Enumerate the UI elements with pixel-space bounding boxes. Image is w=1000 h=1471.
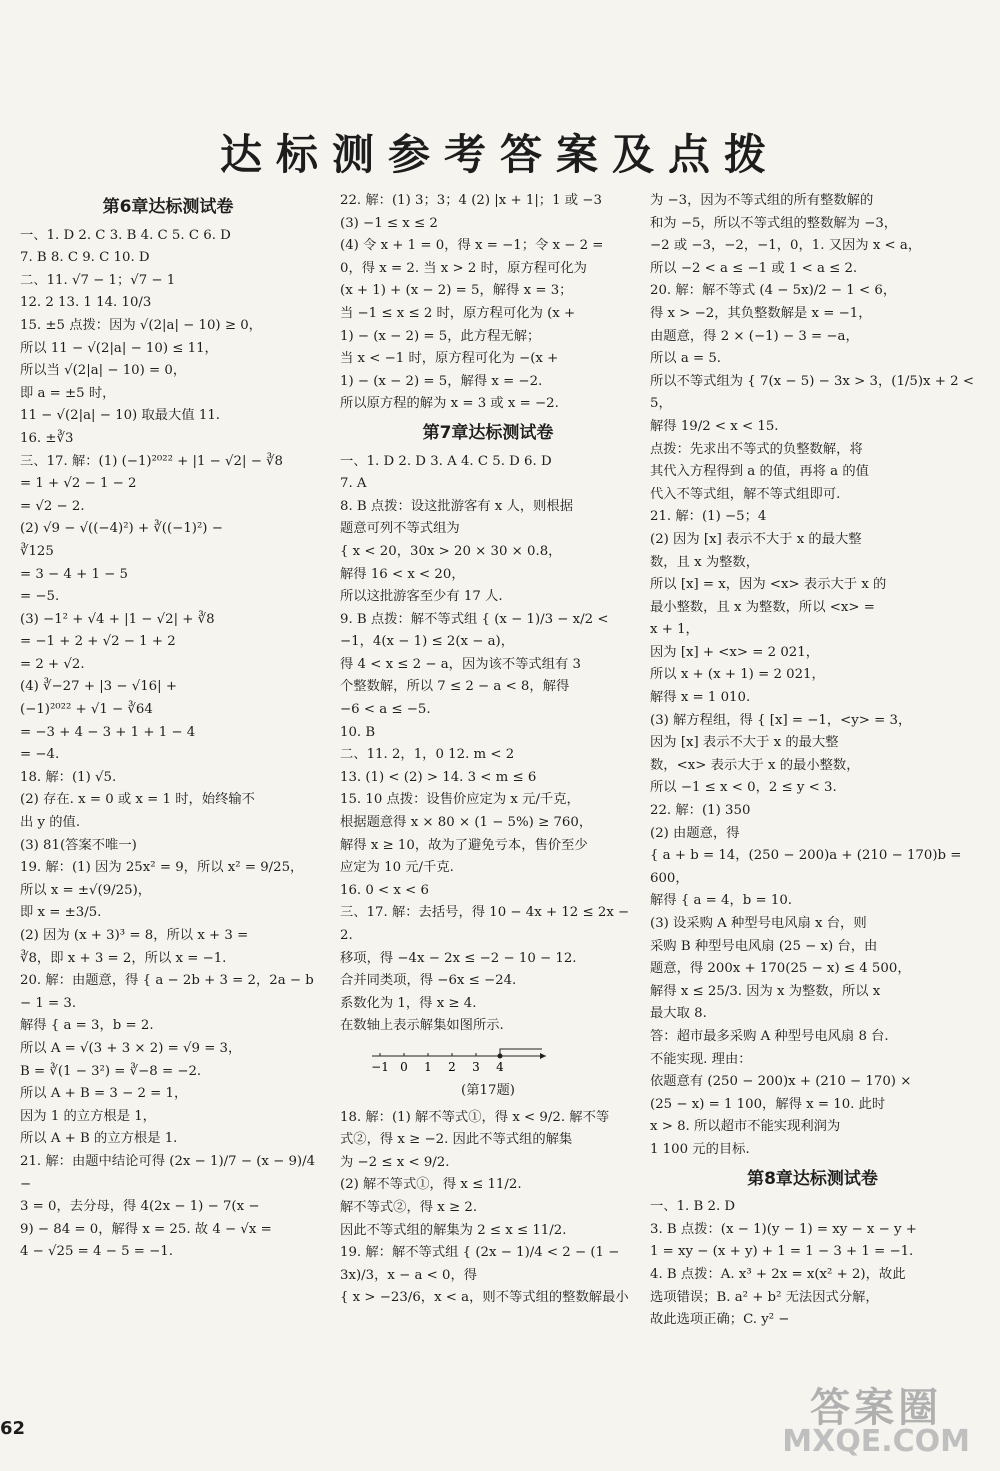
answer-lines: [340, 190, 636, 416]
answer-line: 不能实现. 理由：: [650, 1051, 752, 1067]
answer-line: ∛8，即 x + 3 = 2，所以 x = −1.: [20, 950, 227, 966]
answer-line: 解得 19/2 < x < 15.: [650, 418, 779, 434]
answer-line: 1) − (x − 2) = 5，解得 x = −2.: [340, 373, 543, 389]
answer-line: 15. ±5 点拨：因为 √(2|a| − 10) ≥ 0，: [20, 317, 262, 333]
answer-line: ∛125: [20, 543, 54, 559]
answer-line: = 3 − 4 + 1 − 5: [20, 566, 128, 582]
answer-line: 所以 x + (x + 1) = 2 021，: [650, 667, 825, 683]
arrow-icon: [540, 1053, 546, 1059]
answer-line: 11 − √(2|a| − 10) 取最大值 11.: [20, 408, 221, 424]
answer-line: 二、11. 2，1，0 12. m < 2: [340, 747, 515, 763]
answer-line: 所以 a = 5.: [650, 351, 722, 367]
answer-line: 因此不等式组的解集为 2 ≤ x ≤ 11/2.: [340, 1222, 567, 1238]
watermark-logo: 答案圈: [810, 1385, 943, 1431]
answer-line: 即 x = ±3/5.: [20, 905, 102, 921]
answer-line: 故此选项正确；C. y² −: [650, 1312, 790, 1328]
answer-lines: [340, 1107, 636, 1310]
answer-line: 9) − 84 = 0，解得 x = 25. 故 4 − √x =: [20, 1221, 272, 1237]
answer-line: 因为 [x] 表示不大于 x 的最大整: [650, 735, 839, 751]
answer-line: −2 或 −3，−2，−1，0，1. 又因为 x < a，: [650, 238, 922, 254]
answer-line: 个整数解，所以 7 ≤ 2 − a < 8，解得: [340, 679, 570, 695]
answer-line: 根据题意得 x × 80 × (1 − 5%) ≥ 760，: [340, 815, 593, 831]
answer-line: (4) ∛−27 + |3 − √16| +: [20, 679, 177, 695]
answer-line: 1) − (x − 2) = 5，此方程无解；: [340, 328, 541, 344]
solution-point: [498, 1053, 503, 1058]
answer-line: 20. 解：解不等式 (4 − 5x)/2 − 1 < 6，: [650, 283, 897, 299]
solution-ray: [500, 1049, 542, 1056]
answer-line: (2) 由题意，得: [650, 825, 740, 841]
answer-line: { x < 20，30x > 20 × 30 × 0.8，: [340, 543, 562, 559]
page-number: 62: [0, 1418, 26, 1439]
answer-line: = 2 + √2.: [20, 656, 85, 672]
answer-line: 所以 A + B = 3 − 2 = 1，: [20, 1086, 188, 1102]
answer-line: 4 − √25 = 4 − 5 = −1.: [20, 1244, 173, 1260]
answer-line: 所以 [x] = x，因为 <x> 表示大于 x 的: [650, 577, 887, 593]
answer-line: 所以 11 − √(2|a| − 10) ≤ 11，: [20, 340, 218, 356]
answer-line: (3) 解方程组，得 { [x] = −1，<y> = 3，: [650, 712, 912, 728]
answer-line: 12. 2 13. 1 14. 10/3: [20, 295, 152, 311]
answer-line: 点拨：先求出不等式的负整数解，将: [650, 441, 863, 457]
answer-line: 所以不等式组为 { 7(x − 5) − 3x > 3，(1/5)x + 2 < 5，: [650, 373, 979, 412]
answer-line: 解得 { a = 3，b = 2.: [20, 1018, 154, 1034]
answer-line: 系数化为 1，得 x ≥ 4.: [340, 995, 477, 1011]
answer-line: x > 8. 所以超市不能实现利润为: [650, 1119, 841, 1135]
answer-line: 20. 解：由题意，得 { a − 2b + 3 = 2，2a − b − 1 = 3.: [20, 973, 318, 1011]
answer-line: 式②，得 x ≥ −2. 因此不等式组的解集: [340, 1132, 573, 1148]
answer-line: 解得 x ≥ 10，故为了避免亏本，售价至少: [340, 837, 588, 853]
answer-lines: [340, 451, 636, 1038]
answer-line: 所以这批游客至少有 17 人.: [340, 589, 503, 605]
answer-line: 因为 1 的立方根是 1，: [20, 1108, 156, 1124]
answer-line: 10. B: [340, 724, 376, 740]
answer-line: 18. 解：(1) √5.: [20, 769, 117, 785]
answer-line: 19. 解：解不等式组 { (2x − 1)/4 < 2 − (1 − 3x)/3，x − a < 0，得: [340, 1245, 624, 1283]
answer-line: 一、1. B 2. D: [650, 1199, 736, 1215]
answer-line: 3. B 点拨：(x − 1)(y − 1) = xy − x − y +: [650, 1221, 917, 1237]
answer-line: 16. 0 < x < 6: [340, 882, 429, 898]
answer-line: 出 y 的值.: [20, 815, 81, 831]
answer-line: 在数轴上表示解集如图所示.: [340, 1018, 504, 1034]
page-title: 达标测参考答案及点拨: [219, 130, 780, 179]
answer-line: = √2 − 2.: [20, 498, 85, 514]
answer-line: 当 x < −1 时，原方程可化为 −(x +: [340, 351, 559, 367]
answer-line: 3 = 0，去分母，得 4(2x − 1) − 7(x −: [20, 1199, 260, 1215]
answer-line: 一、1. D 2. C 3. B 4. C 5. C 6. D: [20, 227, 231, 243]
answer-line: 16. ±∛3: [20, 430, 74, 446]
section-heading-ch8: 第8章达标测试卷: [747, 1168, 878, 1189]
number-line-tick-label: 0: [400, 1059, 408, 1074]
answer-line: (25 − x) = 1 100，解得 x = 10. 此时: [650, 1096, 886, 1112]
answer-line: = 1 + √2 − 1 − 2: [20, 476, 137, 492]
answer-line: 4. B 点拨：A. x³ + 2x = x(x² + 2)，故此: [650, 1266, 906, 1282]
number-line-figure: [340, 1048, 636, 1103]
answer-line: (2) 存在. x = 0 或 x = 1 时，始终输不: [20, 792, 255, 808]
answer-line: 21. 解：(1) −5；4: [650, 509, 767, 525]
answer-line: (4) 令 x + 1 = 0，得 x = −1；令 x − 2 =: [340, 238, 604, 254]
answer-line: 三、17. 解：去括号，得 10 − 4x + 12 ≤ 2x − 2.: [340, 905, 634, 943]
answer-line: 22. 解：(1) 3；3；4 (2) |x + 1|；1 或 −3: [340, 193, 602, 208]
watermark-url: MXQE.COM: [782, 1424, 970, 1459]
column-1: [20, 190, 320, 1264]
answer-line: 所以 A + B 的立方根是 1.: [20, 1131, 178, 1147]
answer-line: 数，且 x 为整数，: [650, 554, 760, 570]
answer-line: 15. 10 点拨：设售价应定为 x 元/千克，: [340, 792, 580, 808]
answer-line: 选项错误；B. a² + b² 无法因式分解，: [650, 1289, 879, 1305]
answer-line: 采购 B 种型号电风扇 (25 − x) 台，由: [650, 938, 878, 954]
answer-line: 数，<x> 表示大于 x 的最小整数，: [650, 757, 860, 773]
answer-line: 为 −2 ≤ x < 9/2.: [340, 1154, 450, 1170]
answer-line: 当 −1 ≤ x ≤ 2 时，原方程可化为 (x +: [340, 305, 576, 321]
answer-line: (3) 设采购 A 种型号电风扇 x 台，则: [650, 916, 867, 931]
number-line-tick-label: 1: [424, 1059, 432, 1074]
answer-line: 0，得 x = 2. 当 x > 2 时，原方程可化为: [340, 260, 587, 276]
answer-line: 所以 −2 < a ≤ −1 或 1 < a ≤ 2.: [650, 260, 858, 276]
answer-line: 因为 [x] + <x> = 2 021，: [650, 644, 820, 660]
answer-line: = −4.: [20, 747, 60, 763]
answer-line: { x > −23/6，x < a，则不等式组的整数解最小: [340, 1290, 629, 1306]
answer-line: 所以当 √(2|a| − 10) = 0，: [20, 363, 187, 379]
answer-line: 得 x > −2，其负整数解是 x = −1，: [650, 305, 872, 321]
number-line-tick-label: 2: [448, 1059, 456, 1074]
answer-line: 其代入方程得到 a 的值，再将 a 的值: [650, 464, 869, 480]
answer-line: −6 < a ≤ −5.: [340, 702, 431, 718]
answer-line: (3) −1² + √4 + |1 − √2| + ∛8: [20, 611, 215, 627]
answer-line: (3) −1 ≤ x ≤ 2: [340, 215, 438, 231]
answer-line: 为 −3，因为不等式组的所有整数解的: [650, 193, 874, 208]
answer-line: 所以 A = √(3 + 3 × 2) = √9 = 3，: [20, 1040, 242, 1056]
answer-line: 7. A: [340, 476, 367, 492]
answer-line: (x + 1) + (x − 2) = 5，解得 x = 3；: [340, 283, 573, 299]
answer-line: 题意，得 200x + 170(25 − x) ≤ 4 500，: [650, 961, 911, 977]
answer-line: (2) 因为 (x + 3)³ = 8，所以 x + 3 =: [20, 928, 249, 943]
answer-line: 21. 解：由题中结论可得 (2x − 1)/7 − (x − 9)/4 −: [20, 1153, 320, 1192]
answer-line: 由题意，得 2 × (−1) − 3 = −a，: [650, 328, 859, 344]
answer-line: 7. B 8. C 9. C 10. D: [20, 250, 150, 266]
figure-caption: (第17题): [461, 1082, 515, 1098]
answer-line: 应定为 10 元/千克.: [340, 860, 454, 876]
answer-line: 得 4 < x ≤ 2 − a，因为该不等式组有 3: [340, 656, 582, 672]
answer-line: 解不等式②，得 x ≥ 2.: [340, 1199, 478, 1215]
answer-line: = −1 + 2 + √2 − 1 + 2: [20, 634, 176, 650]
answer-line: 最大取 8.: [650, 1006, 707, 1022]
number-line-tick-label: 4: [496, 1059, 504, 1074]
answer-line: (2) 因为 [x] 表示不大于 x 的最大整: [650, 531, 862, 547]
answer-line: (3) 81(答案不唯一): [20, 837, 137, 853]
answer-line: 解得 { a = 4，b = 10.: [650, 893, 793, 909]
answer-line: 最小整数，且 x 为整数，所以 <x> =: [650, 599, 875, 615]
answer-line: 1 100 元的目标.: [650, 1141, 750, 1157]
answer-line: 22. 解：(1) 350: [650, 803, 751, 819]
answer-line: 1 = xy − (x + y) + 1 = 1 − 3 + 1 = −1.: [650, 1244, 914, 1260]
answer-line: 一、1. D 2. D 3. A 4. C 5. D 6. D: [340, 453, 552, 469]
answer-line: 合并同类项，得 −6x ≤ −24.: [340, 973, 517, 989]
answer-line: 解得 x ≤ 25/3. 因为 x 为整数，所以 x: [650, 983, 881, 999]
section-heading-ch7: 第7章达标测试卷: [422, 422, 554, 443]
answer-line: 和为 −5，所以不等式组的整数解为 −3，: [650, 215, 898, 231]
answer-line: (2) √9 − √((−4)²) + ∛((−1)²) −: [20, 521, 223, 537]
section-heading-ch6: 第6章达标测试卷: [102, 197, 234, 217]
answer-lines: [20, 225, 320, 1264]
answer-line: 18. 解：(1) 解不等式①，得 x < 9/2. 解不等: [340, 1109, 610, 1125]
answer-line: (−1)²⁰²² + √1 − ∛64: [20, 702, 153, 718]
answer-line: 移项，得 −4x − 2x ≤ −2 − 10 − 12.: [340, 950, 577, 966]
answer-line: x + 1，: [650, 622, 699, 638]
number-line-tick-label: 3: [472, 1059, 480, 1074]
answer-line: 题意可列不等式组为: [340, 521, 460, 537]
answer-line: 即 a = ±5 时，: [20, 385, 116, 401]
answer-line: 答：超市最多采购 A 种型号电风扇 8 台.: [650, 1028, 889, 1044]
answer-line: = −5.: [20, 589, 60, 605]
answer-line: 13. (1) < (2) > 14. 3 < m ≤ 6: [340, 769, 537, 785]
number-line: [370, 1048, 550, 1078]
watermark: [782, 1385, 970, 1459]
answer-lines: [650, 1196, 975, 1332]
answer-line: 解得 16 < x < 20，: [340, 566, 465, 582]
answer-line: 所以 −1 ≤ x < 0，2 ≤ y < 3.: [650, 780, 837, 796]
answer-line: 19. 解：(1) 因为 25x² = 9，所以 x² = 9/25，: [20, 860, 304, 876]
column-3: [650, 190, 979, 1332]
answer-line: 依题意有 (250 − 200)x + (210 − 170) ×: [650, 1074, 912, 1090]
number-line-tick-label: −1: [371, 1059, 389, 1074]
answer-line: 三、17. 解：(1) (−1)²⁰²² + |1 − √2| − ∛8: [20, 453, 283, 469]
answer-line: 解得 x = 1 010.: [650, 690, 751, 706]
answer-line: 9. B 点拨：解不等式组 { (x − 1)/3 − x/2 < −1，4(x − 1) ≤ 2(x − a)，: [340, 611, 613, 650]
answer-line: { a + b = 14，(250 − 200)a + (210 − 170)b = 600，: [650, 848, 966, 886]
answer-lines: [650, 190, 979, 1162]
answer-line: (2) 解不等式①，得 x ≤ 11/2.: [340, 1177, 522, 1193]
answer-line: B = ∛(1 − 3²) = ∛−8 = −2.: [20, 1063, 202, 1079]
answer-line: 所以 x = ±√(9/25)，: [20, 882, 152, 898]
answer-line: = −3 + 4 − 3 + 1 + 1 − 4: [20, 724, 196, 740]
column-2: [340, 190, 636, 1310]
answer-line: 代入不等式组，解不等式组即可.: [650, 486, 841, 502]
answer-line: 二、11. √7 − 1；√7 − 1: [20, 272, 176, 288]
answer-line: 8. B 点拨：设这批游客有 x 人，则根据: [340, 498, 574, 514]
answer-line: 所以原方程的解为 x = 3 或 x = −2.: [340, 396, 559, 412]
